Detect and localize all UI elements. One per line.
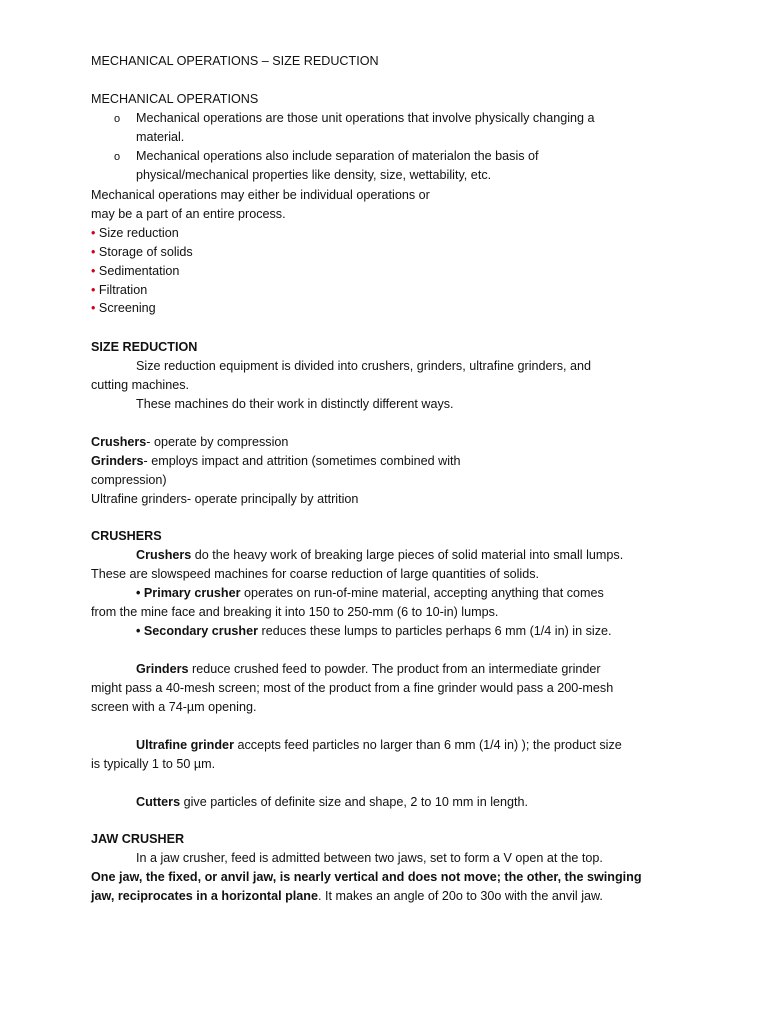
paragraph-line: Crushers do the heavy work of breaking large pieces of solid material into small lumps.	[136, 548, 624, 562]
circle-item-1-line-1: Mechanical operations are those unit operations that involve physically changing a	[136, 111, 595, 125]
list-item: • Size reduction	[91, 226, 179, 240]
red-bullet-icon: •	[91, 283, 96, 297]
paragraph-line: Grinders reduce crushed feed to powder. The product from an intermediate grinder	[136, 662, 601, 676]
doc-title: MECHANICAL OPERATIONS – SIZE REDUCTION	[91, 54, 379, 68]
size-reduction-heading: SIZE REDUCTION	[91, 340, 198, 354]
paragraph-line: Size reduction equipment is divided into crushers, grinders, ultrafine grinders, and	[136, 359, 592, 373]
list-item: • Filtration	[91, 283, 148, 297]
paragraph-line: • Secondary crusher reduces these lumps to particles perhaps 6 mm (1/4 in) in size.	[136, 624, 612, 638]
paragraph-line: may be a part of an entire process.	[91, 207, 286, 221]
mech-heading: MECHANICAL OPERATIONS	[91, 92, 259, 106]
paragraph-line: In a jaw crusher, feed is admitted between two jaws, set to form a V open at the top.	[136, 851, 603, 865]
jaw-crusher-heading: JAW CRUSHER	[91, 832, 185, 846]
crushers-heading: CRUSHERS	[91, 529, 162, 543]
paragraph-line: One jaw, the fixed, or anvil jaw, is nearly vertical and does not move; the other, the swinging	[91, 870, 642, 884]
definition-ultrafine: Ultrafine grinders- operate principally by attrition	[91, 492, 359, 506]
red-bullet-icon: •	[91, 264, 96, 278]
circle-item-1-line-2: material.	[136, 130, 185, 144]
paragraph-line: Cutters give particles of definite size and shape, 2 to 10 mm in length.	[136, 795, 529, 809]
paragraph-line: from the mine face and breaking it into 150 to 250-mm (6 to 10-in) lumps.	[91, 605, 499, 619]
paragraph-line: might pass a 40-mesh screen; most of the product from a fine grinder would pass a 200-mesh	[91, 681, 614, 695]
circle-item-2-line-1: Mechanical operations also include separation of materialon the basis of	[136, 149, 539, 163]
list-item: • Storage of solids	[91, 245, 193, 259]
paragraph-line: screen with a 74-µm opening.	[91, 700, 257, 714]
list-item: • Screening	[91, 301, 156, 315]
list-item: • Sedimentation	[91, 264, 180, 278]
paragraph-line: These are slowspeed machines for coarse reduction of large quantities of solids.	[91, 567, 540, 581]
paragraph-line: These machines do their work in distinctly different ways.	[136, 397, 454, 411]
definition-grinders: Grinders- employs impact and attrition (sometimes combined with	[91, 454, 461, 468]
circle-bullet-icon: o	[114, 113, 121, 125]
paragraph-line: cutting machines.	[91, 378, 190, 392]
circle-bullet-icon: o	[114, 151, 121, 163]
red-bullet-icon: •	[91, 226, 96, 240]
paragraph-line: • Primary crusher operates on run-of-mine material, accepting anything that comes	[136, 586, 604, 600]
definition-crushers: Crushers- operate by compression	[91, 435, 289, 449]
paragraph-line: compression)	[91, 473, 167, 487]
paragraph-line: jaw, reciprocates in a horizontal plane. It makes an angle of 20o to 30o with the anvil jaw.	[91, 889, 603, 903]
circle-item-2-line-2: physical/mechanical properties like density, size, wettability, etc.	[136, 168, 492, 182]
paragraph-line: Mechanical operations may either be individual operations or	[91, 188, 430, 202]
paragraph-line: Ultrafine grinder accepts feed particles no larger than 6 mm (1/4 in) ); the product size	[136, 738, 622, 752]
red-bullet-icon: •	[91, 245, 96, 259]
paragraph-line: is typically 1 to 50 µm.	[91, 757, 216, 771]
red-bullet-icon: •	[91, 301, 96, 315]
